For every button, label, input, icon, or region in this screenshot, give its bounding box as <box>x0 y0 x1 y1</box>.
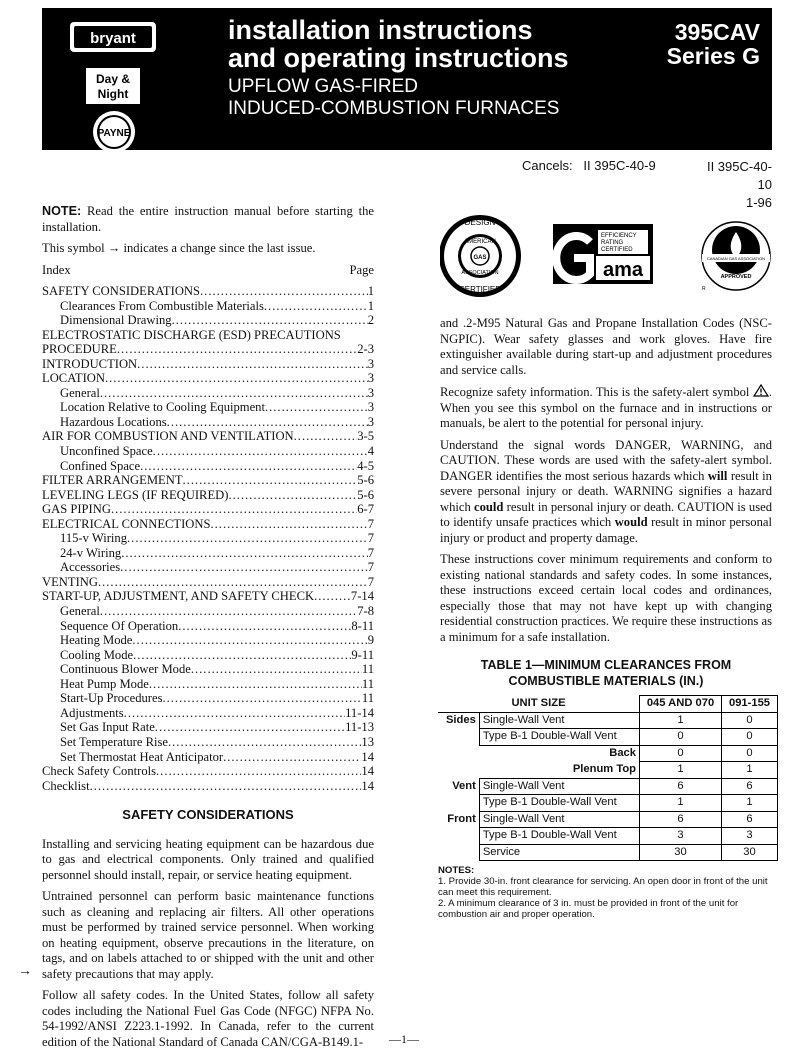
toc-leader-dots <box>314 589 351 605</box>
toc-entry-page: 5-6 <box>357 473 374 488</box>
toc-entry <box>42 720 374 735</box>
toc-leader-dots <box>149 677 362 693</box>
toc-entry <box>42 531 374 546</box>
toc-leader-dots <box>98 575 368 591</box>
toc-entry <box>42 560 374 575</box>
note-text: Read the entire instruction manual before starting the installation. <box>42 204 374 234</box>
row-group-cell <box>438 729 479 746</box>
row-group-cell: Front <box>438 811 479 828</box>
value-045-070-cell: 6 <box>640 811 722 828</box>
toc-entry-page: 13 <box>361 734 374 749</box>
toc-entry-label: Dimensional Drawing <box>60 313 172 328</box>
toc-entry <box>42 299 374 314</box>
index-header <box>42 263 374 279</box>
table-row <box>438 811 778 828</box>
note-label: NOTE: <box>42 204 82 218</box>
header-045-070: 045 AND 070 <box>640 696 722 713</box>
toc-leader-dots <box>100 604 357 620</box>
toc-entry-page: 4-5 <box>357 458 374 473</box>
value-091-155-cell: 6 <box>722 778 778 795</box>
toc-entry-page: 8-11 <box>351 618 374 633</box>
index-label: Index <box>42 262 71 277</box>
toc-entry-label: LOCATION <box>42 371 105 386</box>
toc-entry <box>42 371 374 386</box>
row-group-cell: Back <box>438 745 640 762</box>
toc-leader-dots <box>132 633 367 649</box>
cancels-label: Cancels: <box>522 158 573 173</box>
table-of-contents <box>42 284 374 793</box>
toc-leader-dots <box>264 299 368 315</box>
aga-text-association: ASSOCIATION <box>461 270 499 276</box>
row-group-cell <box>438 828 479 845</box>
value-091-155-cell: 30 <box>722 844 778 861</box>
value-091-155-cell: 1 <box>722 795 778 812</box>
table-notes <box>438 865 772 920</box>
toc-entry-label: ELECTRICAL CONNECTIONS <box>42 516 211 531</box>
value-045-070-cell: 0 <box>640 745 722 762</box>
toc-entry-page: 11 <box>361 691 374 706</box>
table-row <box>438 745 778 762</box>
header-091-155: 091-155 <box>722 696 778 713</box>
toc-entry <box>42 604 374 619</box>
bryant-logo-text: bryant <box>90 30 136 47</box>
toc-leader-dots <box>200 284 368 300</box>
toc-entry-label: Start-Up Procedures <box>60 691 163 706</box>
signal-could: could <box>474 499 504 514</box>
signal-text-a: Understand the signal words DANGER, WARNING, and CAUTION. These words are used with the safety-alert symbol. DANGER identifies the most serious hazards which <box>440 437 772 483</box>
toc-leader-dots <box>172 313 368 329</box>
toc-entry-page: 3 <box>367 356 374 371</box>
cancels-doc-1: II 395C-40-9 <box>583 158 656 173</box>
value-045-070-cell: 1 <box>640 712 722 729</box>
toc-leader-dots <box>162 691 361 707</box>
toc-leader-dots <box>117 342 357 358</box>
toc-entry-page: 11 <box>361 662 374 677</box>
row-item-cell: Type B-1 Double-Wall Vent <box>479 795 639 812</box>
toc-leader-dots <box>120 560 368 576</box>
toc-entry-page: 3 <box>367 371 374 386</box>
toc-entry-label: Clearances From Combustible Materials <box>60 298 264 313</box>
value-045-070-cell: 30 <box>640 844 722 861</box>
value-091-155-cell: 0 <box>722 712 778 729</box>
toc-entry <box>42 633 374 648</box>
toc-entry <box>42 386 374 401</box>
toc-entry-label: GAS PIPING <box>42 502 111 517</box>
model-block <box>667 20 760 68</box>
change-arrow-icon: → <box>18 964 32 979</box>
note-1: 1. Provide 30-in. front clearance for servicing. An open door in front of the unit can meet this requirement. <box>438 876 768 898</box>
toc-leader-dots <box>121 546 368 562</box>
toc-entry <box>42 589 374 604</box>
toc-entry <box>42 619 374 634</box>
cert-logos-svg <box>440 212 772 302</box>
toc-entry-label: Continuous Blower Mode <box>60 662 191 677</box>
toc-entry-label: 115-v Wiring <box>60 531 128 546</box>
toc-entry-label: Set Temperature Rise <box>60 734 168 749</box>
table-title-line-2: COMBUSTIBLE MATERIALS (IN.) <box>508 674 704 688</box>
document-title <box>228 16 569 72</box>
aga-text-american: AMERICAN <box>464 239 496 245</box>
toc-entry-page: 1 <box>367 284 374 298</box>
toc-entry-label: Heating Mode <box>60 633 133 648</box>
cga-text-association: CANADIAN GAS ASSOCIATION <box>706 256 766 261</box>
toc-entry-label: Set Thermostat Heat Anticipator <box>60 749 224 764</box>
toc-leader-dots <box>137 357 368 373</box>
row-group-cell: Vent <box>438 778 479 795</box>
toc-entry-label: Set Gas Input Rate <box>60 720 155 735</box>
gama-certified-icon <box>553 224 653 284</box>
toc-entry <box>42 328 374 343</box>
toc-entry-page: 4 <box>367 444 374 459</box>
toc-entry <box>42 444 374 459</box>
safety-paragraph-3: Follow all safety codes. In the United States, follow all safety codes including the National Fuel Gas Code (NFGC) NFPA No. 54-1992/ANSI Z223.1-1992. In Canada, refer to the current edition of the National Standard of Canada CAN/CGA-B149.1- <box>42 988 374 1049</box>
row-item-cell: Type B-1 Double-Wall Vent <box>479 729 639 746</box>
toc-leader-dots <box>111 502 357 518</box>
toc-entry <box>42 750 374 765</box>
toc-entry <box>42 342 374 357</box>
toc-leader-dots <box>127 531 368 547</box>
left-column <box>42 204 374 1056</box>
toc-entry <box>42 502 374 517</box>
value-091-155-cell: 6 <box>722 811 778 828</box>
toc-entry-page: 3 <box>367 414 374 429</box>
value-045-070-cell: 3 <box>640 828 722 845</box>
value-045-070-cell: 0 <box>640 729 722 746</box>
toc-entry-page: 3 <box>367 385 374 400</box>
gama-text-certified: CERTIFIED <box>601 247 633 253</box>
cga-text-r: R <box>702 286 706 292</box>
value-091-155-cell: 0 <box>722 745 778 762</box>
right-paragraph-4: These instructions cover minimum requirements and conform to existing national standards and safety codes. In some instances, these instructions exceed certain local codes and ordinances, especially those that may not have kept up with changing residential construction practices. We require these instructions as a minimum for a safe installation. <box>440 552 772 644</box>
toc-entry-label: General <box>60 604 100 619</box>
toc-entry-page: 2-3 <box>357 342 374 357</box>
table-row <box>438 844 778 861</box>
toc-entry-page: 9 <box>367 633 374 648</box>
table-header-row <box>438 696 778 713</box>
value-091-155-cell: 1 <box>722 762 778 779</box>
toc-entry <box>42 517 374 532</box>
gama-text-ama: ama <box>602 259 644 281</box>
cga-text-approved: APPROVED <box>720 274 752 280</box>
row-group-cell: Sides <box>438 712 479 729</box>
toc-entry-label: 24-v Wiring <box>60 545 122 560</box>
payne-logo <box>92 110 136 154</box>
toc-entry-label: Hazardous Locations <box>60 414 167 429</box>
subtitle-line-2: INDUCED-COMBUSTION FURNACES <box>228 98 560 119</box>
toc-entry-page: 7-14 <box>350 589 374 604</box>
table-row <box>438 778 778 795</box>
toc-entry <box>42 313 374 328</box>
table-title <box>440 657 772 689</box>
toc-entry-label: AIR FOR COMBUSTION AND VENTILATION <box>42 429 294 444</box>
toc-entry-page: 7-8 <box>357 604 374 619</box>
toc-entry <box>42 488 374 503</box>
value-045-070-cell: 1 <box>640 795 722 812</box>
toc-entry-page: 11-13 <box>345 720 374 735</box>
toc-entry <box>42 677 374 692</box>
signal-text-c: result in personal injury or death. CAUTION is used to identify unsafe practices which <box>440 499 773 529</box>
row-item-cell: Single-Wall Vent <box>479 712 639 729</box>
toc-entry-page: 2 <box>367 313 374 328</box>
day-night-logo-line2: Night <box>97 87 129 101</box>
day-night-logo-line1: Day & <box>95 72 131 86</box>
certification-marks <box>440 212 772 302</box>
toc-leader-dots <box>168 735 361 751</box>
safety-section-title: SAFETY CONSIDERATIONS <box>122 807 294 823</box>
toc-entry-page: 14 <box>361 778 374 793</box>
aga-certified-icon <box>440 215 521 297</box>
toc-entry <box>42 691 374 706</box>
row-group-cell: Plenum Top <box>438 762 640 779</box>
toc-entry-page: 14 <box>361 764 374 779</box>
toc-leader-dots <box>294 429 358 445</box>
toc-entry-page: 6-7 <box>357 502 374 517</box>
signal-would: would <box>614 515 648 529</box>
payne-logo-text: PAYNE <box>97 128 131 139</box>
toc-entry-label: Unconfined Space <box>60 444 153 459</box>
toc-leader-dots <box>100 386 368 402</box>
row-item-cell: Single-Wall Vent <box>479 811 639 828</box>
toc-entry-label: Heat Pump Mode <box>60 676 149 691</box>
page-label: Page <box>349 262 374 277</box>
cancels-doc-2: II 395C-40-10 <box>706 159 772 192</box>
table-row <box>438 712 778 729</box>
toc-entry <box>42 415 374 430</box>
toc-entry <box>42 546 374 561</box>
toc-entry-page: 3 <box>367 400 374 415</box>
table-row <box>438 795 778 812</box>
right-column <box>440 316 772 920</box>
toc-entry-label: PROCEDURE <box>42 342 117 357</box>
toc-entry <box>42 779 374 794</box>
toc-entry-label: Check Safety Controls <box>42 764 157 779</box>
toc-leader-dots <box>156 764 361 780</box>
toc-entry-label: SAFETY CONSIDERATIONS <box>42 284 201 298</box>
value-091-155-cell: 3 <box>722 828 778 845</box>
right-paragraph-1: and .2-M95 Natural Gas and Propane Installation Codes (NSC-NGPIC). Wear safety glasses and work gloves. Have fire extinguisher available during start-up and adjustment procedures and service calls. <box>440 316 772 377</box>
day-night-logo <box>86 68 140 104</box>
clearances-table <box>438 695 778 861</box>
toc-entry <box>42 459 374 474</box>
series-label: Series G <box>666 43 760 69</box>
row-group-cell <box>438 795 479 812</box>
toc-entry-page: 7 <box>367 574 374 589</box>
signal-will: will <box>707 468 728 483</box>
toc-entry-label: START-UP, ADJUSTMENT, AND SAFETY CHECK <box>42 589 315 604</box>
table-row <box>438 762 778 779</box>
row-item-cell: Single-Wall Vent <box>479 778 639 795</box>
toc-leader-dots <box>178 619 351 635</box>
toc-leader-dots <box>155 720 345 736</box>
aga-text-gas: GAS <box>473 255 487 261</box>
aga-text-design: DESIGN <box>464 218 496 227</box>
subtitle-line-1: UPFLOW GAS-FIRED <box>228 76 419 97</box>
right-paragraph-2 <box>440 384 772 432</box>
toc-entry-page: 9-11 <box>351 647 374 662</box>
toc-leader-dots <box>124 706 345 722</box>
toc-entry-page: 1 <box>367 298 374 313</box>
toc-entry <box>42 284 374 299</box>
toc-leader-dots <box>265 400 368 416</box>
alert-text-b: . When you see this symbol on the furnace and in instructions or manuals, be alert to the potential for personal injury. <box>440 385 772 430</box>
toc-leader-dots <box>90 779 362 795</box>
table-title-line-1: TABLE 1—MINIMUM CLEARANCES FROM <box>480 658 732 672</box>
toc-entry <box>42 400 374 415</box>
toc-entry-label: FILTER ARRANGEMENT <box>42 473 183 488</box>
toc-leader-dots <box>140 459 357 475</box>
safety-alert-icon <box>753 384 769 397</box>
toc-entry-label: Sequence Of Operation <box>60 618 179 633</box>
model-number: 395CAV <box>674 19 760 45</box>
toc-entry <box>42 648 374 663</box>
toc-entry <box>42 764 374 779</box>
safety-paragraph-2: Untrained personnel can perform basic maintenance functions such as cleaning and replacing air filters. All other operations must be performed by trained service personnel. When working on heating equipment, observe precautions in the literature, on tags, and on labels attached to or shipped with the unit and other safety precautions that may apply. <box>42 889 374 981</box>
gama-text-efficiency: EFFICIENCY <box>601 233 637 239</box>
toc-leader-dots <box>105 371 368 387</box>
toc-entry-page: 11 <box>361 676 374 691</box>
toc-leader-dots <box>191 662 362 678</box>
title-line-1: installation instructions <box>228 15 533 45</box>
toc-leader-dots <box>153 444 368 460</box>
header-unit-size: UNIT SIZE <box>438 696 640 713</box>
toc-entry-label: Adjustments <box>60 705 124 720</box>
table-body <box>438 712 778 861</box>
toc-entry-label: LEVELING LEGS (IF REQUIRED) <box>42 487 229 502</box>
header-band <box>42 8 772 150</box>
toc-entry-label: Cooling Mode <box>60 647 134 662</box>
toc-entry-page: 7 <box>367 560 374 575</box>
cancels-line <box>522 158 656 173</box>
toc-leader-dots <box>183 473 358 489</box>
row-group-cell <box>438 844 479 861</box>
row-item-cell: Type B-1 Double-Wall Vent <box>479 828 639 845</box>
gama-text-rating: RATING <box>601 240 624 246</box>
table-row <box>438 828 778 845</box>
toc-leader-dots <box>167 415 368 431</box>
alert-text-a: Recognize safety information. This is the safety-alert symbol <box>440 385 750 399</box>
toc-entry <box>42 357 374 372</box>
toc-leader-dots <box>228 488 357 504</box>
notes-label: NOTES: <box>438 865 475 876</box>
toc-entry-label: Location Relative to Cooling Equipment <box>60 400 265 415</box>
right-paragraph-3 <box>440 438 772 547</box>
cga-approved-icon <box>702 222 770 292</box>
toc-entry-page: 7 <box>367 545 374 560</box>
bryant-logo <box>68 18 158 56</box>
value-091-155-cell: 0 <box>722 729 778 746</box>
toc-entry <box>42 735 374 750</box>
table-row <box>438 729 778 746</box>
revision-date: 1-96 <box>745 195 772 210</box>
value-045-070-cell: 6 <box>640 778 722 795</box>
toc-entry <box>42 575 374 590</box>
page-number: —1— <box>389 1032 419 1046</box>
toc-entry <box>42 473 374 488</box>
value-045-070-cell: 1 <box>640 762 722 779</box>
toc-entry-label: General <box>60 385 100 400</box>
symbol-paragraph: This symbol → indicates a change since the last issue. <box>42 241 316 255</box>
toc-leader-dots <box>211 517 368 533</box>
toc-leader-dots <box>223 750 361 766</box>
row-item-cell: Service <box>479 844 639 861</box>
toc-entry <box>42 706 374 721</box>
title-line-2: and operating instructions <box>228 43 569 73</box>
toc-entry-label: Confined Space <box>60 458 141 473</box>
toc-entry-page: 14 <box>361 749 374 764</box>
toc-entry-label: Checklist <box>42 778 90 793</box>
toc-entry-page: 7 <box>367 531 374 546</box>
toc-entry <box>42 429 374 444</box>
note-2: 2. A minimum clearance of 3 in. must be provided in front of the unit for combustion air and proper operation. <box>438 898 739 920</box>
cancels-right <box>696 158 772 212</box>
toc-entry-label: ELECTROSTATIC DISCHARGE (ESD) PRECAUTIONS <box>42 327 341 342</box>
signal-text-b: result in severe personal injury or death. WARNING signifies a hazard which <box>440 468 772 514</box>
document-subtitle <box>228 76 559 120</box>
note-paragraph <box>42 204 374 235</box>
toc-entry-label: INTRODUCTION <box>42 356 138 371</box>
aga-text-certified: CERTIFIED <box>458 285 502 294</box>
toc-leader-dots <box>133 648 351 664</box>
toc-entry-page: 5-6 <box>357 487 374 502</box>
safety-paragraph-1: Installing and servicing heating equipment can be hazardous due to gas and electrical components. Only trained and qualified personnel should install, repair, or service heating equipment. <box>42 836 374 882</box>
toc-entry-page: 11-14 <box>345 705 374 720</box>
toc-entry <box>42 662 374 677</box>
toc-entry-page: 3-5 <box>357 429 374 444</box>
toc-entry-label: Accessories <box>60 560 121 575</box>
toc-entry-label: VENTING <box>42 574 98 589</box>
signal-text-d: result in minor personal injury or product and property damage. <box>440 515 772 545</box>
toc-entry-page: 7 <box>367 516 374 531</box>
